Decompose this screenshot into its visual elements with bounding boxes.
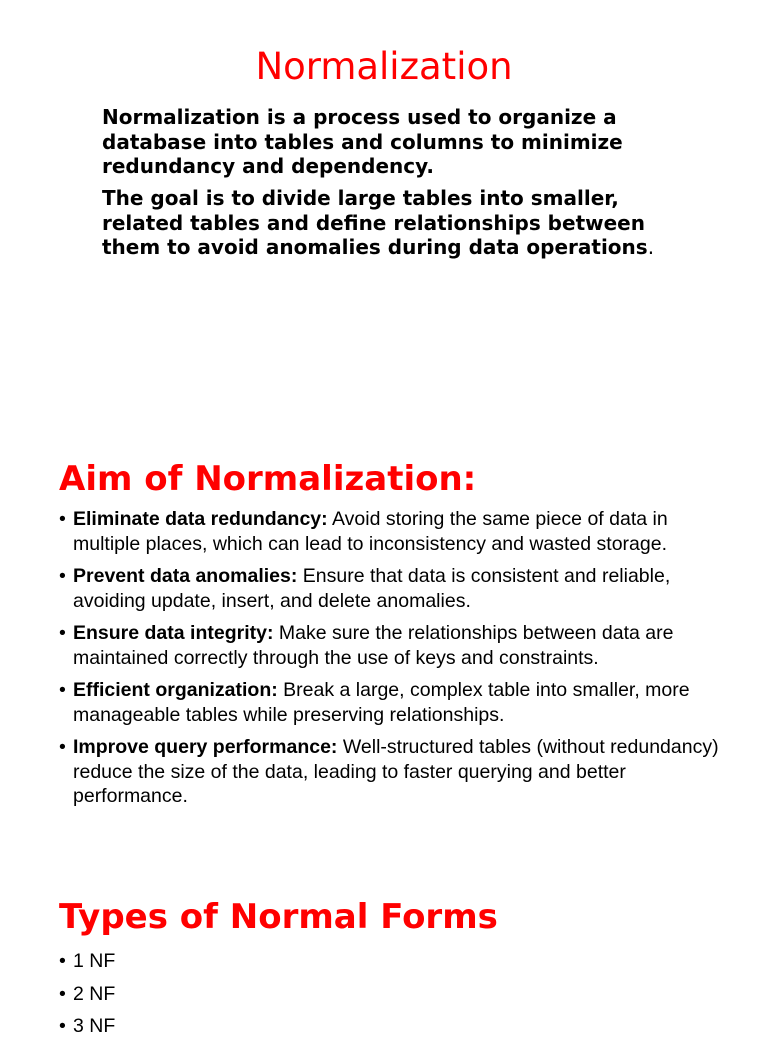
bullet-icon: • bbox=[59, 622, 66, 644]
normal-forms-list bbox=[59, 949, 719, 1047]
item-text: 3 NF bbox=[73, 1015, 116, 1037]
slide-types-of-normal-forms bbox=[0, 870, 768, 1037]
bullet-icon: • bbox=[59, 679, 66, 701]
item-term: Ensure data integrity: bbox=[73, 622, 274, 644]
item-term: Prevent data anomalies: bbox=[73, 565, 298, 587]
item-term: Efficient organization: bbox=[73, 679, 278, 701]
list-item bbox=[59, 735, 719, 809]
bullet-icon: • bbox=[59, 950, 66, 972]
list-item bbox=[59, 621, 719, 670]
item-text: Well-structured tables (without redundancy) reduce the size of the data, leading to faster querying and better performance. bbox=[73, 736, 719, 807]
goal-paragraph-text: The goal is to divide large tables into smaller, related tables and define relationships between them to avoid anomalies during data operations bbox=[102, 186, 648, 259]
item-term: Eliminate data redundancy: bbox=[73, 508, 328, 530]
list-item bbox=[59, 507, 719, 556]
item-text: 1 NF bbox=[73, 950, 116, 972]
list-item bbox=[59, 678, 719, 727]
item-text: Break a large, complex table into smaller, more manageable tables while preserving relationships. bbox=[73, 679, 690, 726]
slide-aim-of-normalization bbox=[0, 430, 768, 870]
slide-title: Normalization bbox=[255, 45, 513, 88]
list-item bbox=[59, 982, 719, 1007]
slide-normalization-intro bbox=[0, 0, 768, 430]
item-term: Improve query performance: bbox=[73, 736, 338, 758]
intro-paragraph: Normalization is a process used to organize a database into tables and columns to minimize redundancy and dependency. bbox=[102, 105, 623, 178]
bullet-icon: • bbox=[59, 1015, 66, 1037]
bullet-icon: • bbox=[59, 565, 66, 587]
bullet-icon: • bbox=[59, 982, 66, 1005]
goal-paragraph-period: . bbox=[647, 235, 655, 259]
section-title: Aim of Normalization: bbox=[59, 459, 477, 499]
item-text: Ensure that data is consistent and reliable, avoiding update, insert, and delete anomalies. bbox=[73, 565, 671, 612]
item-text: 2 NF bbox=[73, 982, 116, 1005]
section-title: Types of Normal Forms bbox=[59, 897, 498, 937]
bullet-icon: • bbox=[59, 508, 66, 530]
list-item bbox=[59, 564, 719, 613]
goal-paragraph bbox=[102, 186, 702, 260]
list-item bbox=[59, 1014, 719, 1039]
list-item bbox=[59, 949, 719, 974]
bullet-icon: • bbox=[59, 736, 66, 758]
item-text: Avoid storing the same piece of data in multiple places, which can lead to inconsistency and wasted storage. bbox=[73, 508, 668, 555]
item-text: Make sure the relationships between data are maintained correctly through the use of keys and constraints. bbox=[73, 622, 674, 669]
aim-list bbox=[59, 507, 719, 817]
